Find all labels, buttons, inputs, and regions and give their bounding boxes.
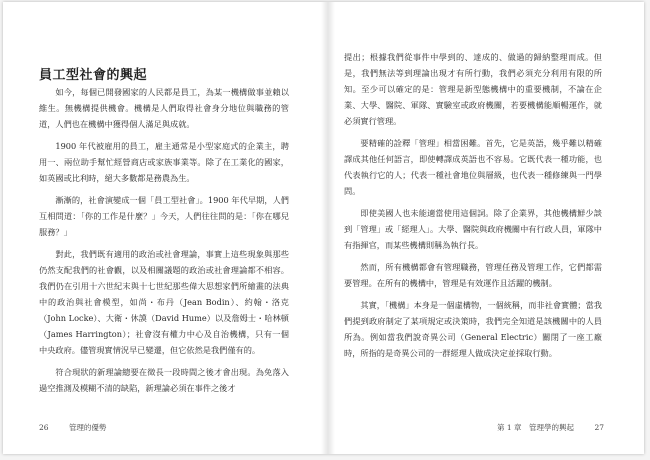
right-paragraph-1: 提出；根據我們從事件中學到的、達成的、做過的歸納整理而成。但是，我們無法等到理論出現才有所行動，我們必須充分利用有限的所知。至少可以確定的是：管理是新型態機構中的重要機制，不論在企業、大學、醫院、軍隊、實驗室或政府機關，若要機構能順暢運作，就必須實行管理。	[344, 52, 602, 126]
left-page	[3, 2, 323, 454]
right-running-head: 第 1 章 管理學的興起	[497, 423, 575, 432]
left-paragraph-1: 如今，每個已開發國家的人民都是員工，為某一機構做事並賴以維生。無機構提供機會。機構是人們取得社會身分地位與職務的管道，人們也在機構中獲得個人滿足與成就。	[39, 87, 289, 129]
left-paragraph-4: 對此，我們既有適用的政治或社會理論，事實上這些現象與那些仍然支配我們的社會觀，以及相關議題的政治或社會理論都不相容。我們仍在引用十六世紀末與十七世紀那些偉大思想家們所繪畫的法典中的政治與社會模型，如尚・布丹（Jean Bodin）、約翰・洛克（John Locke）、大衛・休謨（David Hume）以及詹姆士・哈林頓（James Harrington）；社會沒有權力中心及自治機構，只有一個中央政府。儘管現實情況早已變遷，但它依然是我們僅有的。	[39, 249, 289, 355]
left-running-head: 管理的優勢	[68, 423, 107, 432]
right-paragraph-3: 即使美國人也未能適當使用這個詞。除了企業界，其他機構鮮少談到「管理」或「經理人」。大學、醫院與政府機關中有行政人員，軍隊中有指揮官，而某些機構則稱為執行長。	[344, 208, 602, 250]
left-page-body	[39, 84, 289, 402]
right-paragraph-2: 要精確的詮釋「管理」相當困難。首先，它是英語，幾乎難以精確譯成其他任何語言，即使轉譯成英語也不容易。它既代表一種功能，也代表執行它的人；代表一種社會地位與層級，也代表一種修練與一門學問。	[344, 138, 602, 196]
left-paragraph-2: 1900 年代被雇用的員工，雇主通常是小型家庭式的企業主，聘用一、兩位助手幫忙經營商店或家族事業等。除了在工業化的國家，如英國或比利時，絕大多數都是務農為生。	[39, 141, 289, 183]
right-page-footer	[497, 422, 604, 433]
left-paragraph-3: 漸漸的，社會演變成一個「員工型社會」。1900 年代早期，人們互相問道：「你的工作是什麼？」今天，人們往往問的是：「你在哪兒服務？」	[39, 195, 289, 237]
book-spread	[3, 2, 644, 454]
right-page-number: 27	[594, 423, 604, 432]
left-page-number: 26	[39, 423, 49, 432]
right-paragraph-4: 然而，所有機構都會有管理職務，管理任務及管理工作，它們都需要管理。在所有的機構中，管理是有效運作且活躍的機制。	[344, 262, 602, 288]
right-page	[324, 2, 644, 454]
right-paragraph-5: 其實，「機構」本身是一個虛構物，一個統稱，而非社會實體；當我們提到政府制定了某項規定或決策時，我們完全知道是該機關中的人員所為。例如當我們說奇異公司（General Electric）關閉了一座工廠時，所指的是奇異公司的一群經理人做成決定並採取行動。	[344, 300, 602, 358]
right-page-body	[344, 49, 602, 367]
chapter-section-title: 員工型社會的興起	[39, 68, 148, 83]
left-paragraph-5: 符合現狀的新理論總要在徵長一段時間之後才會出現。為免落入過空推測及模糊不清的缺陷，新理論必須在事件之後才	[39, 367, 289, 393]
left-page-footer	[39, 422, 106, 433]
